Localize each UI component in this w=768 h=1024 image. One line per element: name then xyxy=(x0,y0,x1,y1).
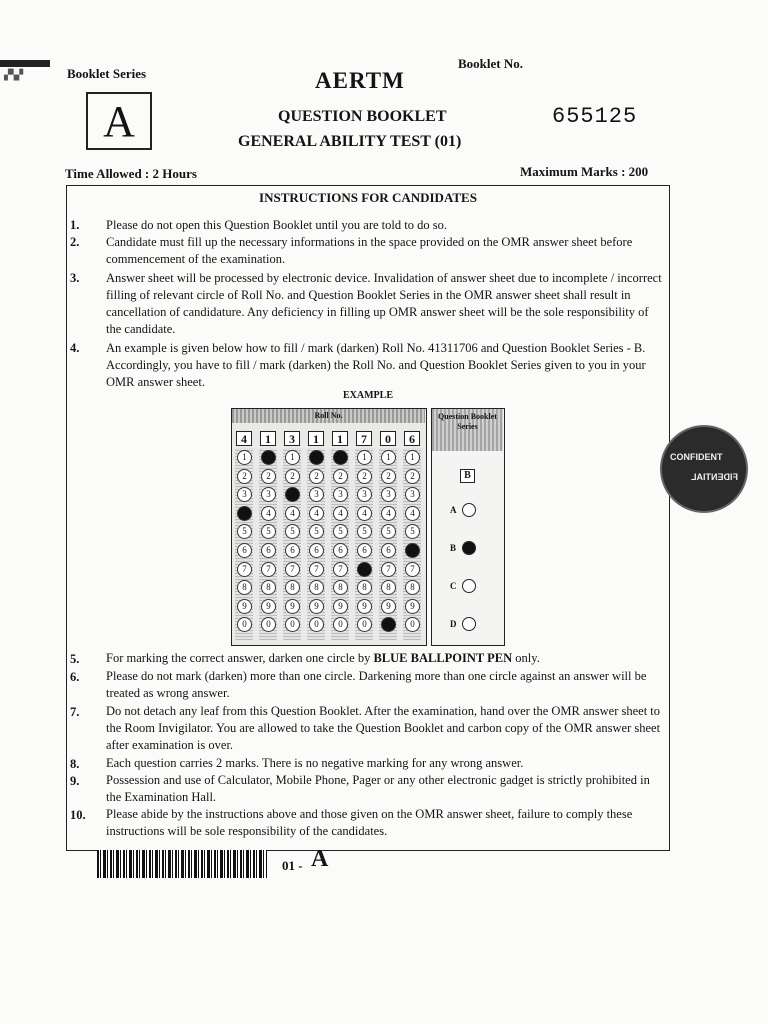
omr-option-circle xyxy=(462,579,476,593)
instruction-text-after: only. xyxy=(515,651,540,665)
omr-bubble: 0 xyxy=(237,617,252,632)
omr-option-letter: C xyxy=(450,581,457,591)
omr-bubble: 2 xyxy=(405,469,420,484)
omr-bubble: 3 xyxy=(405,487,420,502)
omr-option-circle xyxy=(462,541,476,555)
omr-bubble: 6 xyxy=(237,543,252,558)
omr-bubble: 7 xyxy=(261,562,276,577)
omr-bubble: 5 xyxy=(309,524,324,539)
omr-bubble: 3 xyxy=(381,487,396,502)
omr-bubble: 5 xyxy=(333,524,348,539)
omr-bubble: 3 xyxy=(285,487,300,502)
omr-bubble: 1 xyxy=(285,450,300,465)
instruction-text: Candidate must fill up the necessary informations in the space provided on the OMR answer sheet before commencement of the examination. xyxy=(106,235,633,266)
instruction-text: For marking the correct answer, darken one circle by xyxy=(106,651,371,665)
omr-bubble: 1 xyxy=(405,450,420,465)
stamp-text: CONFIDENT xyxy=(670,452,723,462)
omr-roll-no-header: Roll No. xyxy=(232,409,425,423)
instruction-number: 9. xyxy=(70,774,80,788)
omr-bubble: 6 xyxy=(309,543,324,558)
omr-bubble: 3 xyxy=(309,487,324,502)
instruction-text: Please do not open this Question Booklet until you are told to do so. xyxy=(106,218,447,232)
confidential-stamp xyxy=(660,425,748,513)
omr-bubble: 8 xyxy=(405,580,420,595)
omr-bubble: 4 xyxy=(309,506,324,521)
instruction-number: 3. xyxy=(70,271,80,285)
omr-bubble: 3 xyxy=(333,487,348,502)
omr-bubble: 3 xyxy=(237,487,252,502)
instruction-text: Each question carries 2 marks. There is no negative marking for any wrong answer. xyxy=(106,756,524,770)
instruction-text: Do not detach any leaf from this Question Booklet. After the examination, hand over the OMR answer sheet to the Room Invigilator. You are allowed to take the Question Booklet and carbon copy of the OMR answer sheet after examination is over. xyxy=(106,704,661,752)
omr-bubble: 2 xyxy=(333,469,348,484)
omr-option-letter: A xyxy=(450,505,457,515)
booklet-series-letter: A xyxy=(103,97,135,146)
omr-option-letter: B xyxy=(450,543,457,553)
omr-bubble: 2 xyxy=(237,469,252,484)
omr-bubble: 6 xyxy=(285,543,300,558)
booklet-series-label: Booklet Series xyxy=(67,66,147,81)
omr-bubble: 9 xyxy=(261,599,276,614)
omr-bubble: 5 xyxy=(405,524,420,539)
omr-bubble: 1 xyxy=(333,450,348,465)
omr-bubble: 9 xyxy=(357,599,372,614)
omr-bubble: 0 xyxy=(261,617,276,632)
omr-bubble: 5 xyxy=(381,524,396,539)
omr-bubble: 7 xyxy=(309,562,324,577)
omr-bubble: 3 xyxy=(357,487,372,502)
instruction-number: 6. xyxy=(70,670,80,684)
omr-roll-digit: 0 xyxy=(380,431,396,446)
omr-bubble: 8 xyxy=(261,580,276,595)
omr-bubble: 9 xyxy=(381,599,396,614)
booklet-number: 655125 xyxy=(552,104,638,129)
omr-roll-digit: 4 xyxy=(236,431,252,446)
document-subtitle: QUESTION BOOKLET xyxy=(278,108,447,125)
document-title: AERTM xyxy=(315,68,405,93)
omr-bubble: 9 xyxy=(285,599,300,614)
scan-mark xyxy=(0,60,50,67)
omr-bubble: 5 xyxy=(237,524,252,539)
omr-bubble: 8 xyxy=(237,580,252,595)
booklet-code-letter: A xyxy=(311,846,329,872)
omr-bubble: 6 xyxy=(405,543,420,558)
instruction-text: Please abide by the instructions above and those given on the OMR answer sheet, failure to comply these instructions will be sole responsibility of the candidates. xyxy=(106,807,633,838)
omr-bubble: 8 xyxy=(309,580,324,595)
omr-bubble: 9 xyxy=(237,599,252,614)
omr-option-circle xyxy=(462,503,476,517)
instruction-text: Answer sheet will be processed by electronic device. Invalidation of answer sheet due to incomplete / incorrect filling of relevant circle of Roll No. and Question Booklet Series in the OMR answer sheet shall result in cancellation of candidature. Any deficiency in filling up OMR answer sheet will be the sole responsibility of the candidate. xyxy=(106,271,662,336)
omr-bubble: 0 xyxy=(285,617,300,632)
omr-bubble: 9 xyxy=(333,599,348,614)
omr-bubble: 2 xyxy=(309,469,324,484)
omr-bubble: 1 xyxy=(381,450,396,465)
booklet-code-prefix: 01 - xyxy=(282,858,303,873)
instructions-title: INSTRUCTIONS FOR CANDIDATES xyxy=(259,190,477,205)
omr-option-letter: D xyxy=(450,619,457,629)
instruction-text: Possession and use of Calculator, Mobile Phone, Pager or any other electronic gadget is strictly prohibited in the Examination Hall. xyxy=(106,773,650,804)
omr-bubble: 4 xyxy=(381,506,396,521)
omr-bubble: 4 xyxy=(261,506,276,521)
omr-series-header: Question Booklet Series xyxy=(432,409,503,451)
omr-bubble: 1 xyxy=(357,450,372,465)
instruction-number: 2. xyxy=(70,235,80,249)
instruction-text: Please do not mark (darken) more than one circle. Darkening more than one circle against an answer will be treated as wrong answer. xyxy=(106,669,647,700)
omr-bubble: 8 xyxy=(285,580,300,595)
omr-roll-digit: 1 xyxy=(308,431,324,446)
omr-bubble: 0 xyxy=(309,617,324,632)
omr-bubble: 5 xyxy=(285,524,300,539)
omr-bubble: 4 xyxy=(333,506,348,521)
instruction-text-5 xyxy=(106,650,666,667)
omr-bubble: 7 xyxy=(405,562,420,577)
omr-roll-digit: 1 xyxy=(260,431,276,446)
omr-bubble: 6 xyxy=(333,543,348,558)
maximum-marks: Maximum Marks : 200 xyxy=(520,164,649,179)
omr-bubble: 9 xyxy=(309,599,324,614)
instruction-emphasis: BLUE BALLPOINT PEN xyxy=(373,651,513,665)
omr-bubble: 4 xyxy=(405,506,420,521)
instruction-number: 4. xyxy=(70,341,80,355)
instruction-text: An example is given below how to fill / mark (darken) Roll No. 41311706 and Question Booklet Series - B. Accordingly, you have to fill / mark (darken) the Roll No. and Question Booklet Series given to you in your OMR answer sheet. xyxy=(106,341,646,389)
omr-bubble: 1 xyxy=(309,450,324,465)
omr-bubble: 4 xyxy=(237,506,252,521)
omr-roll-digit: 3 xyxy=(284,431,300,446)
omr-bubble: 7 xyxy=(237,562,252,577)
omr-bubble: 0 xyxy=(405,617,420,632)
omr-roll-digit: 1 xyxy=(332,431,348,446)
instruction-number: 1. xyxy=(70,218,80,232)
barcode xyxy=(97,850,267,878)
omr-bubble: 2 xyxy=(285,469,300,484)
omr-series-value: B xyxy=(460,469,475,483)
omr-bubble: 2 xyxy=(261,469,276,484)
omr-roll-digit: 6 xyxy=(404,431,420,446)
omr-bubble: 2 xyxy=(381,469,396,484)
omr-bubble: 7 xyxy=(381,562,396,577)
instruction-number: 8. xyxy=(70,757,80,771)
omr-bubble: 1 xyxy=(237,450,252,465)
omr-bubble: 6 xyxy=(381,543,396,558)
omr-bubble: 8 xyxy=(357,580,372,595)
omr-bubble: 7 xyxy=(357,562,372,577)
instruction-number: 5. xyxy=(70,652,80,666)
omr-bubble: 6 xyxy=(261,543,276,558)
omr-option-circle xyxy=(462,617,476,631)
omr-bubble: 7 xyxy=(285,562,300,577)
omr-bubble: 5 xyxy=(261,524,276,539)
omr-roll-digit: 7 xyxy=(356,431,372,446)
omr-bubble: 6 xyxy=(357,543,372,558)
omr-bubble: 5 xyxy=(357,524,372,539)
instruction-number: 7. xyxy=(70,705,80,719)
omr-bubble: 0 xyxy=(333,617,348,632)
booklet-no-label: Booklet No. xyxy=(458,56,523,71)
omr-bubble: 0 xyxy=(357,617,372,632)
omr-bubble: 4 xyxy=(285,506,300,521)
omr-bubble: 2 xyxy=(357,469,372,484)
scan-artifact: ▞▚▞ xyxy=(4,70,22,81)
stamp-text-mirrored: FIDENTIAL xyxy=(691,472,738,482)
example-label: EXAMPLE xyxy=(343,390,393,401)
time-allowed: Time Allowed : 2 Hours xyxy=(65,166,197,181)
omr-bubble: 4 xyxy=(357,506,372,521)
omr-bubble: 0 xyxy=(381,617,396,632)
omr-bubble: 8 xyxy=(381,580,396,595)
omr-bubble: 7 xyxy=(333,562,348,577)
omr-bubble: 9 xyxy=(405,599,420,614)
test-name: GENERAL ABILITY TEST (01) xyxy=(238,133,462,150)
omr-bubble: 8 xyxy=(333,580,348,595)
omr-bubble: 1 xyxy=(261,450,276,465)
instruction-number: 10. xyxy=(70,808,86,822)
omr-bubble: 3 xyxy=(261,487,276,502)
